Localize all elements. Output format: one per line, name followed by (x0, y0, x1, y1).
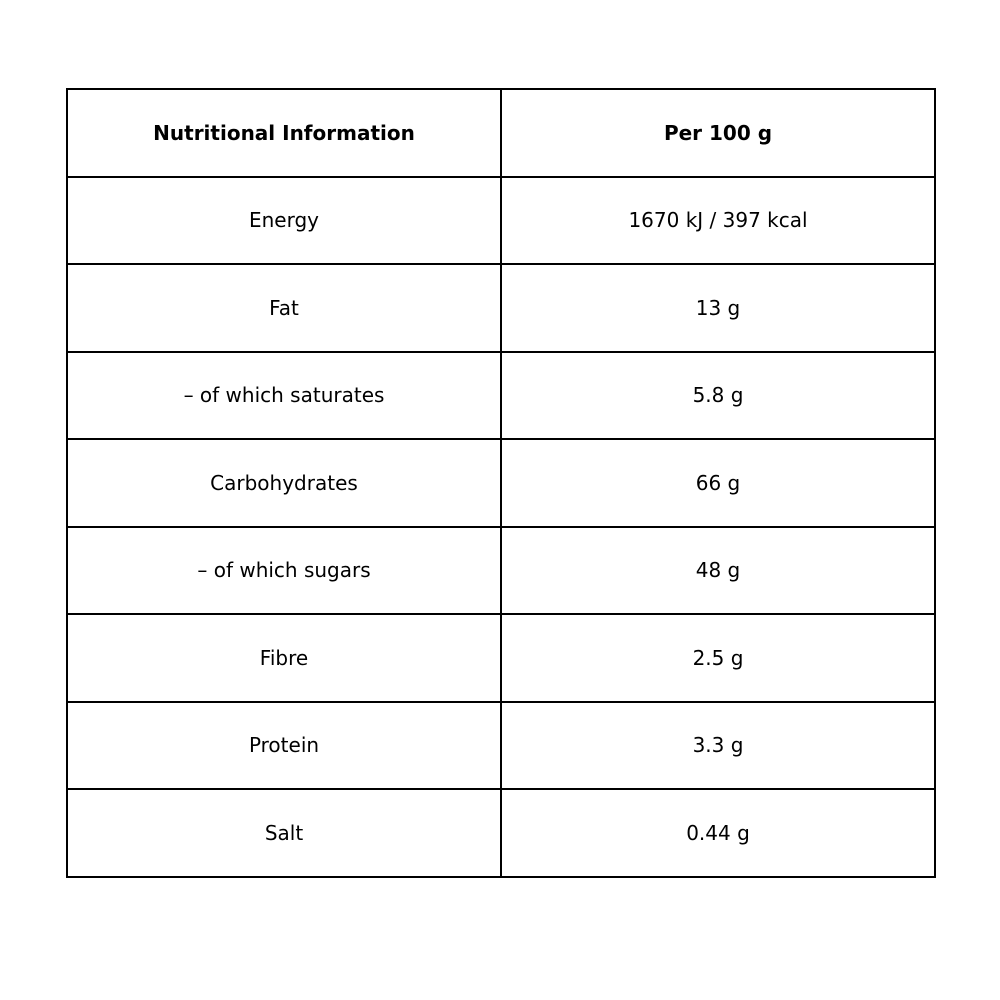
table-row (67, 439, 935, 527)
table-row (67, 264, 935, 352)
table-row (67, 702, 935, 790)
nutrient-value: 2.5 g (501, 614, 935, 702)
nutrient-label: Fibre (67, 614, 501, 702)
nutrient-label: Carbohydrates (67, 439, 501, 527)
nutrient-value: 48 g (501, 527, 935, 615)
nutrient-label: Energy (67, 177, 501, 265)
nutrient-value: 66 g (501, 439, 935, 527)
header-per-100g: Per 100 g (501, 89, 935, 177)
nutrient-value: 13 g (501, 264, 935, 352)
nutrition-table (66, 88, 936, 878)
nutrient-value: 0.44 g (501, 789, 935, 877)
nutrient-value: 5.8 g (501, 352, 935, 440)
table-row (67, 177, 935, 265)
nutrient-label: – of which sugars (67, 527, 501, 615)
header-nutrient: Nutritional Information (67, 89, 501, 177)
table-row (67, 527, 935, 615)
table-row (67, 789, 935, 877)
nutrient-label: Protein (67, 702, 501, 790)
table-row (67, 352, 935, 440)
table-header-row (67, 89, 935, 177)
nutrient-label: Salt (67, 789, 501, 877)
nutrient-label: Fat (67, 264, 501, 352)
table-row (67, 614, 935, 702)
nutrient-value: 3.3 g (501, 702, 935, 790)
nutrient-label: – of which saturates (67, 352, 501, 440)
nutrient-value: 1670 kJ / 397 kcal (501, 177, 935, 265)
